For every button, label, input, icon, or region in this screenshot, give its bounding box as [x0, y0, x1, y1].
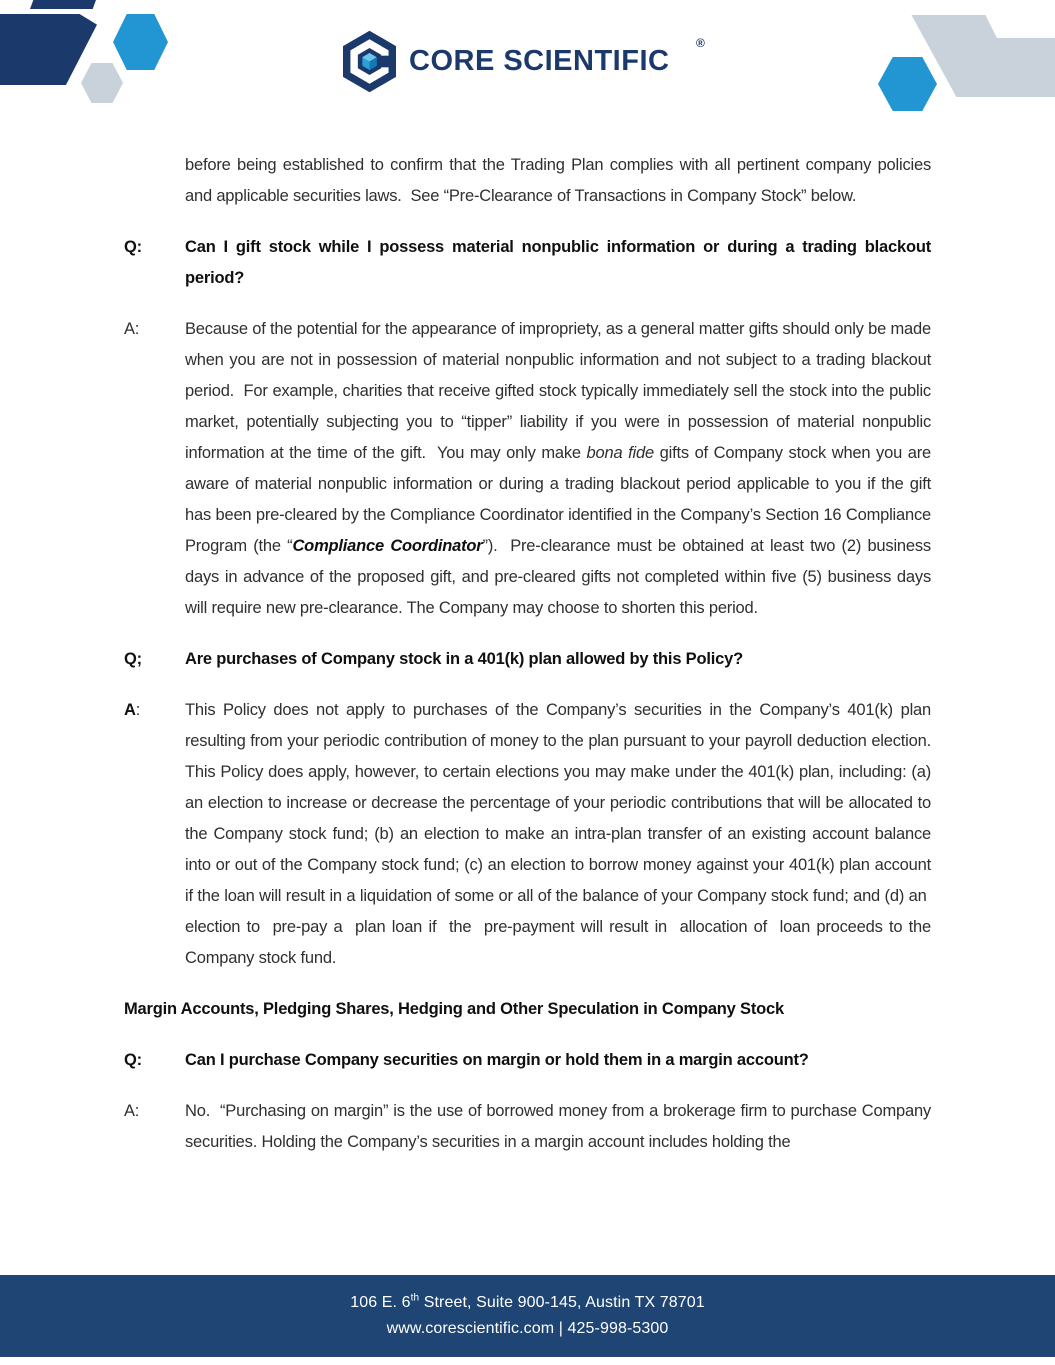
answer-text: [185, 314, 931, 624]
hexagon-gray-left-icon: [81, 63, 123, 103]
text-segment: This Policy does not apply to purchases of the Company’s securities in the Company’s 401(k) plan resulting from your periodic contribution of money to the plan pursuant to your payroll deduction election. This Policy does apply, however, to certain elections you may make under the 401(k) plan, including: (a) an election to increase or decrease the percentage of your periodic contributions that will be allocated to the Company stock fund; (b) an election to make an intra-plan transfer of an existing account balance into or out of the Company stock fund; (c) an election to borrow money against your 401(k) plan account if the loan will result in a liquidation of some or all of the balance of your Company stock fund; and (d) an election to pre-pay a plan loan if the pre-payment will result in allocation of loan proceeds to the Company stock fund.: [185, 701, 931, 967]
text-segment: Q:: [124, 1051, 142, 1069]
text-segment: Q:: [124, 238, 142, 256]
text-segment: Can I purchase Company securities on margin or hold them in a margin account?: [185, 1051, 809, 1069]
question-text: [185, 232, 931, 294]
core-scientific-logo-icon: [343, 30, 396, 93]
qa-row: [124, 1045, 931, 1076]
text-segment: Are purchases of Company stock in a 401(k) plan allowed by this Policy?: [185, 650, 743, 668]
text-segment: Can I gift stock while I possess material nonpublic information or during a trading blackout period?: [185, 238, 931, 287]
answer-marker: [124, 1096, 185, 1158]
answer-marker: [124, 695, 185, 974]
logo-wordmark: CORE SCIENTIFIC: [409, 45, 670, 77]
registered-trademark-symbol: ®: [696, 36, 705, 50]
answer-text: [185, 695, 931, 974]
text-segment: A:: [124, 320, 140, 338]
decorative-navy-bar-icon: [30, 0, 96, 9]
text-segment: A:: [124, 1102, 140, 1120]
qa-row: [124, 644, 931, 675]
hexagon-blue-right-icon: [878, 57, 937, 111]
document-body: [124, 150, 931, 1178]
qa-row: [124, 695, 931, 974]
section-heading: [124, 994, 931, 1025]
question-marker: [124, 232, 185, 294]
text-segment: bona fide: [586, 444, 654, 462]
question-marker: [124, 644, 185, 675]
footer: [0, 1275, 1055, 1357]
text-segment: 106 E. 6: [350, 1294, 411, 1311]
hexagon-blue-left-icon: [113, 14, 168, 70]
text-segment: :: [135, 701, 141, 719]
question-text: [185, 644, 931, 675]
text-segment: No. “Purchasing on margin” is the use of borrowed money from a brokerage firm to purchase Company securities. Holding the Company’s securities in a margin account includes holding the: [185, 1102, 931, 1151]
answer-marker: [124, 314, 185, 624]
text-segment: Compliance Coordinator: [292, 537, 483, 555]
answer-text: [185, 1096, 931, 1158]
text-segment: Street, Suite 900-145, Austin TX 78701: [419, 1294, 705, 1311]
text-segment: A: [124, 701, 136, 719]
text-segment: Q;: [124, 650, 142, 668]
text-segment: ”). Pre-clearance must be obtained at least two (2) business days in advance of the proposed gift, and pre-cleared gifts not completed within five (5) business days will require new pre-clearance. The Company may choose to shorten this period.: [185, 537, 931, 617]
qa-row: [124, 232, 931, 294]
decorative-navy-chevron-icon: [0, 14, 97, 85]
footer-address: [350, 1290, 705, 1316]
question-marker: [124, 1045, 185, 1076]
qa-row: [124, 1096, 931, 1158]
paragraph: [185, 150, 931, 212]
question-text: [185, 1045, 931, 1076]
text-segment: before being established to confirm that the Trading Plan complies with all pertinent company policies and applicable securities laws. See “Pre-Clearance of Transactions in Company Stock” below.: [185, 156, 931, 205]
text-segment: th: [410, 1292, 420, 1304]
text-segment: gifts of Company stock when you are aware of material nonpublic information or during a trading blackout period applicable to you if the gift has been pre-cleared by the Compliance Coordinator identified in the Company’s Section 16 Compliance Program (the “: [185, 444, 931, 555]
qa-row: [124, 314, 931, 624]
text-segment: Margin Accounts, Pledging Shares, Hedging and Other Speculation in Company Stock: [124, 1000, 784, 1018]
text-segment: Because of the potential for the appearance of impropriety, as a general matter gifts should only be made when you are not in possession of material nonpublic information and not subject to a trading blackout period. For example, charities that receive gifted stock typically immediately sell the stock into the public market, potentially subjecting you to “tipper” liability if you were in possession of material nonpublic information at the time of the gift. You may only make: [185, 320, 931, 462]
footer-contact: www.corescientific.com | 425-998-5300: [386, 1320, 669, 1337]
